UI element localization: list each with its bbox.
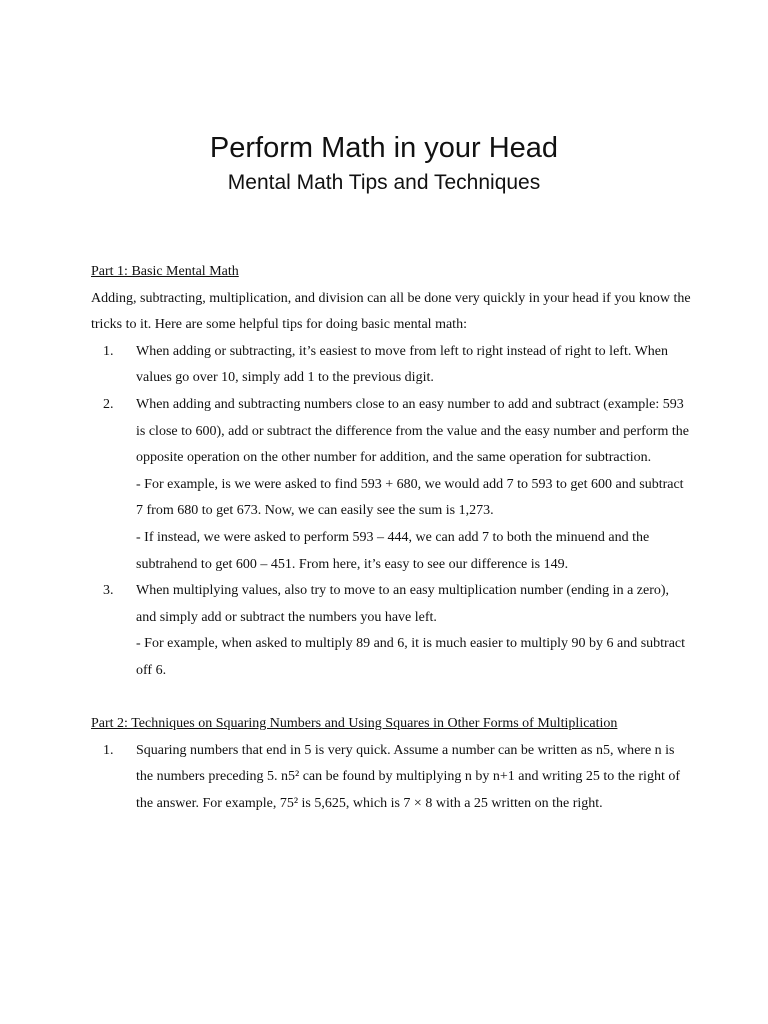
list-item-text: When adding or subtracting, it’s easiest to move from left to right instead of right to left. When values go over 10, simply add 1 to the previous digit. (136, 343, 669, 386)
list-item-example: - For example, when asked to multiply 89 and 6, it is much easier to multiply 90 by 6 and subtract off 6. (136, 636, 686, 678)
list-item-text: When multiplying values, also try to move to an easy multiplication number (ending in a zero), and simply add or subtract the numbers you have left. (136, 583, 670, 625)
part1-list (91, 339, 691, 685)
list-item-number: 3. (103, 583, 114, 599)
list-item (91, 392, 691, 578)
list-item-example: - For example, is we were asked to find 593 + 680, we would add 7 to 593 to get 600 and subtract 7 from 680 to get 673. Now, we can easily see the sum is 1,273. (136, 476, 684, 519)
part1-heading: Part 1: Basic Mental Math (91, 264, 239, 279)
document-body (91, 259, 691, 817)
list-item-text: When adding and subtracting numbers close to an easy number to add and subtract (example: 593 is close to 600), add or subtract the difference from the value and the easy number and perform the opposite operation on the other number for addition, and the same operation for subtraction. (136, 396, 689, 466)
list-item-number: 1. (103, 343, 114, 359)
list-item-example: - If instead, we were asked to perform 593 – 444, we can add 7 to both the minuend and the subtrahend to get 600 – 451. From here, it’s easy to see our difference is 149. (136, 529, 650, 572)
list-item (91, 738, 691, 818)
part2-heading: Part 2: Techniques on Squaring Numbers and Using Squares in Other Forms of Multiplication (91, 716, 618, 732)
document-subtitle: Mental Math Tips and Techniques (227, 171, 541, 194)
list-item (91, 578, 691, 684)
list-item-text: Squaring numbers that end in 5 is very quick. Assume a number can be written as n5, where n is the numbers preceding 5. n5² can be found by multiplying n by n+1 and writing 25 to the right of the answer. For example, 75² is 5,625, which is 7 × 8 with a 25 written on the right. (136, 742, 680, 811)
list-item (91, 339, 691, 392)
list-item-number: 2. (103, 396, 114, 412)
part2-list (91, 738, 691, 818)
list-item-number: 1. (103, 742, 114, 758)
document-title: Perform Math in your Head (209, 132, 559, 164)
section-gap (91, 685, 691, 712)
part1-intro: Adding, subtracting, multiplication, and division can all be done very quickly in your head if you know the tricks to it. Here are some helpful tips for doing basic mental math: (91, 290, 691, 333)
